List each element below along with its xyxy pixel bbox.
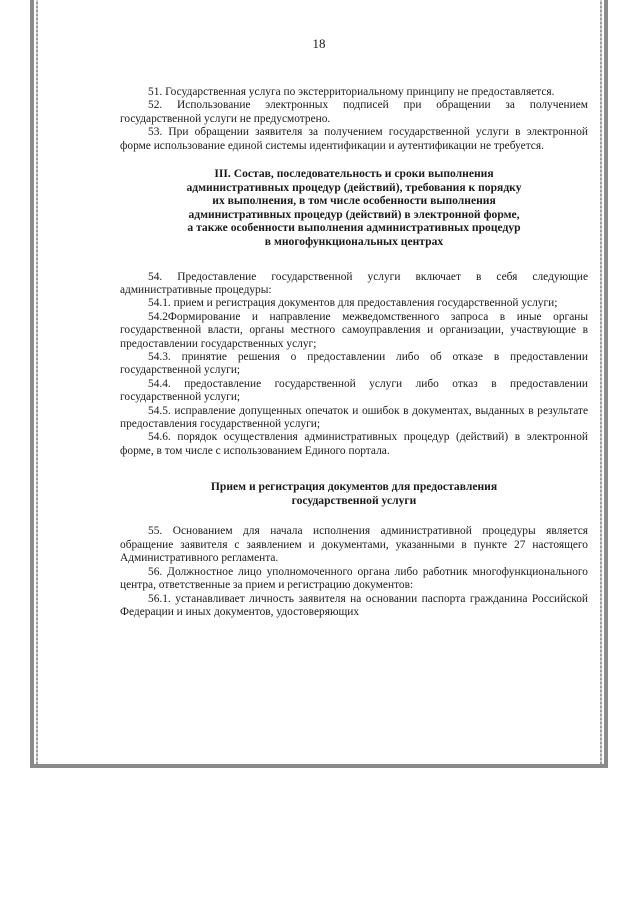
section-heading-line: административных процедур (действий) в электронной форме, bbox=[188, 207, 520, 221]
paragraph-54-3: 54.3. принятие решения о предоставлении либо об отказе в предоставлении государственной услуги; bbox=[120, 351, 588, 377]
paragraph-54: 54. Предоставление государственной услуги включает в себя следующие административные процедуры: bbox=[120, 270, 588, 296]
paragraph-54-1: 54.1. прием и регистрация документов для предоставления государственной услуги; bbox=[148, 297, 558, 310]
subsection-heading bbox=[120, 480, 588, 507]
paragraph-52: 52. Использование электронных подписей при обращении за получением государственной услуги не предусмотрено. bbox=[120, 99, 588, 125]
page-number: 18 bbox=[312, 36, 326, 51]
page-content bbox=[120, 86, 588, 619]
paragraph-54-6: 54.6. порядок осуществления административных процедур (действий) в электронной форме, в том числе с использованием Единого портала. bbox=[120, 431, 588, 457]
section-heading-line: в многофункциональных центрах bbox=[264, 235, 444, 248]
paragraph-54-5: 54.5. исправление допущенных опечаток и ошибок в документах, выданных в результате предоставления государственной услуги; bbox=[120, 404, 588, 431]
paragraph-56: 56. Должностное лицо уполномоченного органа либо работник многофункционального центра, ответственные за прием и регистрацию документов: bbox=[120, 565, 588, 592]
paragraph-53: 53. При обращении заявителя за получением государственной услуги в электронной форме использование единой системы идентификации и аутентификации не требуется. bbox=[120, 126, 588, 152]
section-heading-line: а также особенности выполнения административных процедур bbox=[187, 221, 521, 235]
paragraph-54-2: 54.2Формирование и направление межведомственного запроса в иные органы государственной власти, органы местного самоуправления и организации, участвующие в предоставлении государственных услуг; bbox=[120, 310, 588, 350]
paragraph-56-1: 56.1. устанавливает личность заявителя на основании паспорта гражданина Российской Федерации и иных документов, удостоверяющих bbox=[120, 592, 588, 618]
subsection-heading-line: государственной услуги bbox=[291, 493, 417, 507]
section-heading-line: административных процедур (действий), требования к порядку bbox=[186, 180, 522, 194]
section-heading-line: их выполнения, в том числе особенности выполнения bbox=[212, 194, 496, 208]
section-heading-line: III. Состав, последовательность и сроки выполнения bbox=[214, 167, 494, 181]
paragraph-55: 55. Основанием для начала исполнения административной процедуры является обращение заявителя с заявлением и документами, указанными в пункте 27 настоящего Административного регламента. bbox=[120, 525, 588, 565]
document-page bbox=[30, 0, 608, 768]
section-heading bbox=[120, 167, 588, 249]
subsection-heading-line: Прием и регистрация документов для предоставления bbox=[210, 480, 498, 494]
paragraph-54-4: 54.4. предоставление государственной услуги либо отказ в предоставлении государственной услуги; bbox=[120, 377, 588, 404]
paragraph-51: 51. Государственная услуга по экстерриториальному принципу не предоставляется. bbox=[148, 86, 555, 98]
